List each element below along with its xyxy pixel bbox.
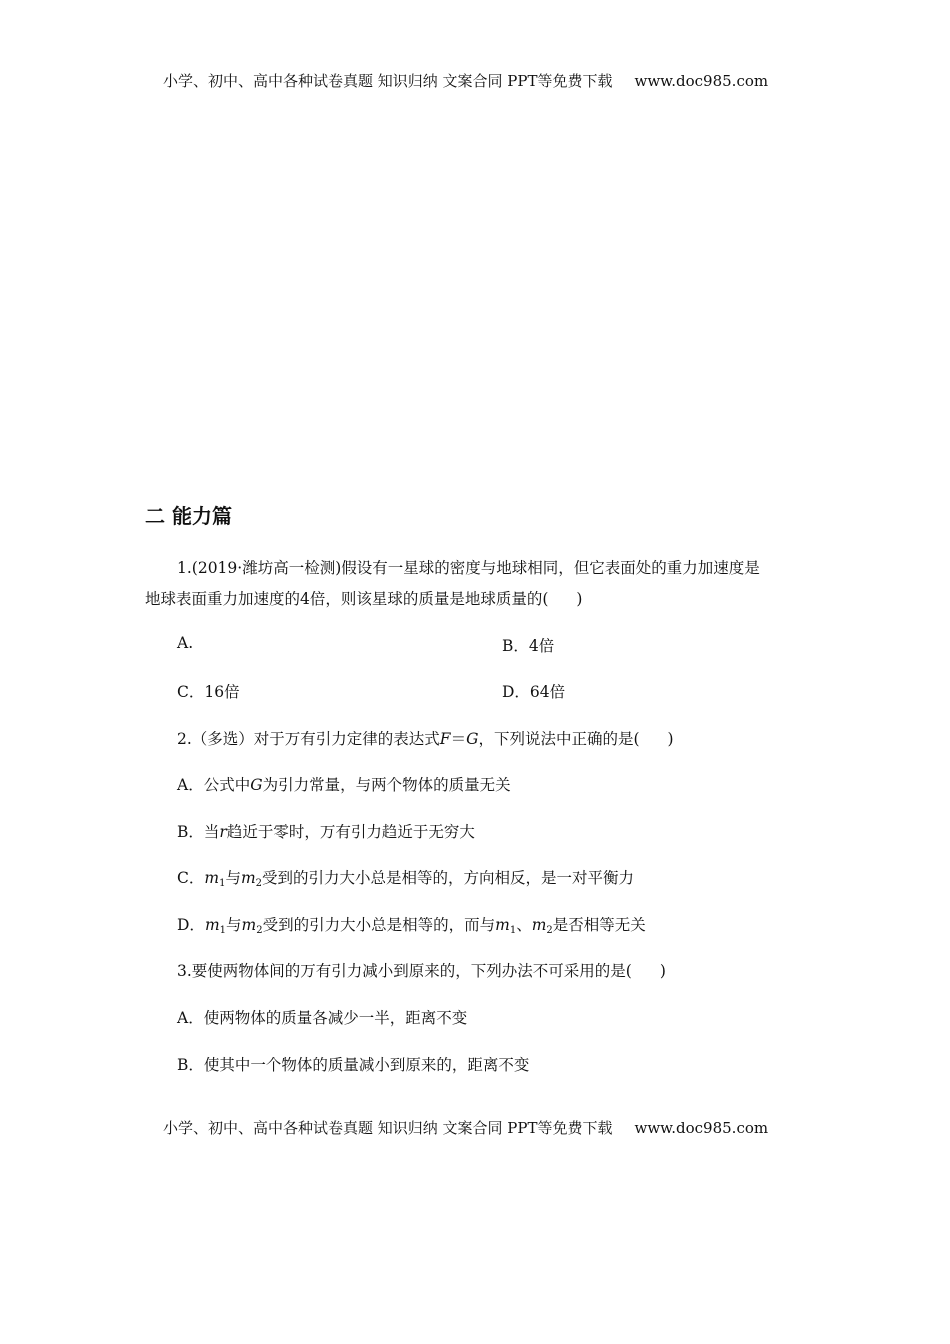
- q1-option-c: C．16倍: [177, 683, 240, 701]
- q2-option-a: A．公式中G为引力常量，与两个物体的质量无关: [177, 776, 511, 794]
- footer-text: 小学、初中、高中各种试卷真题 知识归纳 文案合同 PPT等免费下载: [163, 1119, 613, 1137]
- q1-option-a: A.: [177, 634, 194, 652]
- page-footer: [163, 1117, 803, 1138]
- page-header: [163, 70, 803, 91]
- q2-stem: 2.（多选）对于万有引力定律的表达式F＝G，下列说法中正确的是( ): [177, 730, 674, 748]
- header-text: 小学、初中、高中各种试卷真题 知识归纳 文案合同 PPT等免费下载: [163, 72, 613, 90]
- q2-option-d: D．$m_1$与$m_2$受到的引力大小总是相等的，而与$m_1$、$m_2$是否相等无关: [177, 916, 646, 936]
- q3-stem: 3.要使两物体间的万有引力减小到原来的，下列办法不可采用的是( ): [177, 962, 666, 980]
- q1-option-d: D．64倍: [502, 683, 566, 701]
- q2-option-b: B．当r趋近于零时，万有引力趋近于无穷大: [177, 823, 475, 841]
- q1-option-b: B．4倍: [502, 637, 555, 655]
- q1-stem-line2: 地球表面重力加速度的4倍，则该星球的质量是地球质量的( ): [145, 590, 583, 608]
- q1-stem-line1: 1.(2019·潍坊高一检测)假设有一星球的密度与地球相同，但它表面处的重力加速度是: [177, 559, 760, 577]
- q3-option-a: A．使两物体的质量各减少一半，距离不变: [177, 1009, 468, 1027]
- q2-option-c: C．$m_1$与$m_2$受到的引力大小总是相等的，方向相反，是一对平衡力: [177, 869, 635, 889]
- header-url[interactable]: www.doc985.com: [634, 72, 769, 90]
- footer-url[interactable]: www.doc985.com: [634, 1119, 769, 1137]
- q3-option-b: B．使其中一个物体的质量减小到原来的，距离不变: [177, 1056, 530, 1074]
- section-title: 二 能力篇: [145, 504, 232, 528]
